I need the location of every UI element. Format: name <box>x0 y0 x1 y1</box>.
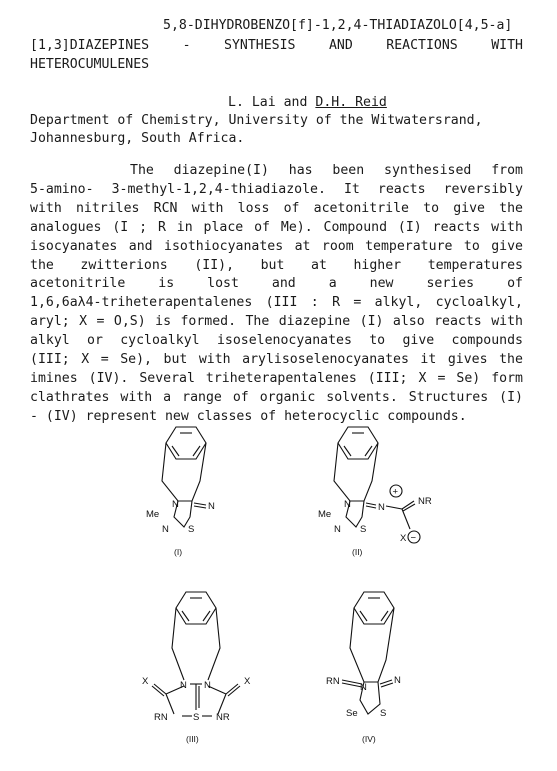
abstract-word: isoselenocyanates <box>216 333 352 349</box>
abstract-word: = <box>353 295 362 311</box>
title-word: [1,3]DIAZEPINES <box>30 38 150 53</box>
abstract-word: it <box>420 352 437 367</box>
benzene-ring <box>176 592 216 624</box>
abstract-word: has <box>288 163 313 178</box>
abstract-word: at <box>294 238 311 254</box>
abstract-line <box>30 276 523 291</box>
abstract-word: diazepine(I) <box>173 163 269 178</box>
abstract-word: give <box>453 200 485 216</box>
abstract-word: of <box>507 276 523 292</box>
title-word: - <box>182 38 191 53</box>
abstract-line <box>30 352 523 367</box>
authors <box>228 95 387 110</box>
author-2: D.H. Reid <box>315 95 387 110</box>
abstract-word: Compound <box>323 219 388 235</box>
abstract-word: formed. <box>180 314 237 330</box>
abstract-word: organic <box>259 389 316 405</box>
abstract-word: to <box>369 333 386 349</box>
rn-label: RN <box>154 712 168 723</box>
bond <box>402 509 410 529</box>
abstract-word: been <box>332 163 365 178</box>
abstract-word: cycloalkyl, <box>435 295 523 311</box>
abstract-word: analogues <box>30 219 102 235</box>
x-label: X <box>244 676 251 687</box>
abstract-word: reacts <box>434 314 482 330</box>
abstract-word: 5-amino- <box>30 181 94 197</box>
atom-s: S <box>360 524 367 535</box>
abstract-word: triheterapentalenes <box>205 370 357 386</box>
abstract-word: loss <box>237 200 270 216</box>
abstract-word: and <box>128 238 153 254</box>
abstract-word: (I) <box>359 314 384 330</box>
abstract-word: (I) <box>397 219 422 235</box>
atom-n: N <box>360 682 367 693</box>
abstract-word: of <box>254 219 270 235</box>
abstract-word: a <box>163 389 172 405</box>
abstract-word: = <box>100 352 109 367</box>
abstract-line <box>30 333 523 348</box>
title-word: REACTIONS <box>386 38 458 53</box>
abstract-word: is <box>155 314 172 330</box>
abstract-word: a <box>328 276 337 292</box>
abstract-word: of <box>283 200 300 216</box>
nr-label: NR <box>418 496 432 507</box>
abstract-word: with <box>120 389 153 405</box>
abstract-line <box>30 182 523 197</box>
abstract-word: compounds <box>451 333 523 349</box>
abstract-word: aryl; <box>30 314 70 330</box>
atom-n: N <box>180 680 187 691</box>
abstract-word: clathrates <box>30 389 110 405</box>
abstract-word: acetonitrile <box>313 200 409 216</box>
abstract-word: give <box>491 238 523 254</box>
abstract-word: (III <box>265 295 298 311</box>
abstract-line <box>30 258 523 273</box>
atom-s: S <box>188 524 195 535</box>
caption-iv: (IV) <box>362 734 376 744</box>
bond <box>166 694 174 714</box>
abstract-word: but <box>163 352 188 367</box>
title-line-2 <box>30 38 523 53</box>
abstract-word: (II), <box>194 257 235 273</box>
abstract-word: the <box>499 352 523 367</box>
abstract-word: and <box>271 276 296 292</box>
authors-and: and <box>283 95 308 110</box>
abstract-word: range <box>182 389 222 405</box>
abstract-word: to <box>463 238 480 254</box>
bond <box>218 694 226 714</box>
benzene-ring <box>166 427 206 459</box>
abstract-word: imines <box>30 370 78 386</box>
methyl-label: Me <box>146 509 160 520</box>
abstract-word: : <box>310 295 319 311</box>
structure-iii <box>140 590 270 750</box>
abstract-word: R <box>332 295 341 311</box>
abstract-word: (I <box>112 219 129 235</box>
abstract-word: room <box>321 238 354 254</box>
abstract-word: acetonitrile <box>30 276 126 292</box>
diazepine-ring <box>162 443 206 501</box>
atom-n: N <box>344 499 351 510</box>
plus-sign: + <box>392 486 399 498</box>
abstract-word: isocyanates <box>30 238 118 254</box>
abstract-word: series <box>426 276 475 292</box>
abstract-word: temperature <box>365 238 453 254</box>
abstract-word: X <box>79 314 88 330</box>
title-line-1: 5,8-DIHYDROBENZO[f]-1,2,4-THIADIAZOLO[4,5-a] <box>163 18 513 33</box>
abstract-word: form <box>491 370 523 386</box>
bond <box>366 503 376 505</box>
abstract-word: alkyl <box>30 333 70 349</box>
atom-n-plus: N <box>378 502 385 513</box>
abstract-word: ; <box>139 219 148 235</box>
atom-s: S <box>193 712 200 723</box>
abstract-word: higher <box>353 257 402 273</box>
atom-n: N <box>334 524 341 535</box>
title-word: AND <box>328 38 353 53</box>
abstract-word: = <box>96 314 105 330</box>
atom-n: N <box>162 524 169 535</box>
abstract-word: zwitterions <box>80 257 168 273</box>
abstract-word: temperatures <box>427 257 523 273</box>
bond <box>366 506 376 508</box>
abstract-word: O,S) <box>113 314 146 330</box>
abstract-word: reacts <box>432 219 481 235</box>
x-label: X <box>400 533 407 544</box>
title-word: SYNTHESIS <box>224 38 296 53</box>
x-label: X <box>142 676 149 687</box>
abstract-word: with <box>191 200 224 216</box>
abstract-word: with <box>491 314 523 330</box>
affiliation-line-1: Department of Chemistry, University of the Witwatersrand, <box>30 113 483 128</box>
abstract-word: 1,6,6aλ4-triheterapentalenes <box>30 295 253 311</box>
atom-n: N <box>394 675 401 686</box>
abstract-line <box>30 314 523 329</box>
atom-n: N <box>172 499 179 510</box>
caption-i: (I) <box>174 547 183 557</box>
bond <box>194 503 206 505</box>
abstract-line <box>30 201 523 216</box>
abstract-word: nitriles <box>75 200 140 216</box>
abstract-line <box>30 239 523 254</box>
diazepine-ring <box>334 443 378 501</box>
abstract-word: gives <box>447 352 488 367</box>
abstract-word: reversibly <box>443 181 523 197</box>
abstract-word: give <box>402 333 435 349</box>
structure-ii <box>312 425 452 563</box>
abstract-word: the <box>30 257 54 273</box>
abstract-word: R <box>157 219 166 235</box>
abstract-word: diazepine <box>278 314 351 330</box>
abstract-word: It <box>343 181 360 197</box>
abstract-word: also <box>392 314 425 330</box>
abstract-word: solvents. <box>326 389 398 405</box>
abstract-word: Se) <box>456 370 481 386</box>
atom-se: Se <box>346 708 358 719</box>
abstract-line <box>30 390 523 405</box>
title-line-3: HETEROCUMULENES <box>30 57 150 72</box>
minus-sign: − <box>410 532 417 544</box>
bond <box>386 506 402 509</box>
abstract-word: Structures <box>408 389 489 405</box>
abstract-line <box>30 371 523 386</box>
abstract-word: the <box>499 200 523 216</box>
nr-label: NR <box>216 712 230 723</box>
atom-s: S <box>380 708 387 719</box>
abstract-word: RCN <box>153 200 178 216</box>
abstract-word: with <box>198 352 231 367</box>
abstract-word: isothiocyanates <box>164 238 284 254</box>
bond <box>194 506 206 508</box>
abstract-word: reacts <box>377 181 426 197</box>
abstract-word: lost <box>207 276 239 292</box>
abstract-word: synthesised <box>384 163 472 178</box>
abstract-word: (III; <box>367 370 408 386</box>
abstract-word: in <box>176 219 193 235</box>
abstract-word: (III; <box>30 352 70 367</box>
abstract-line: - (IV) represent new classes of heterocyclic compounds. <box>30 408 467 424</box>
abstract-word: Several <box>139 370 195 386</box>
benzene-ring <box>354 592 394 624</box>
abstract-word: alkyl, <box>374 295 423 311</box>
abstract-word: place <box>203 219 244 235</box>
abstract-line <box>130 163 523 178</box>
rn-label: RN <box>326 676 340 687</box>
abstract-word: X <box>418 370 427 386</box>
caption-iii: (III) <box>186 734 199 744</box>
benzene-ring <box>338 427 378 459</box>
abstract-word: with <box>491 219 523 235</box>
title-word: WITH <box>491 38 523 53</box>
abstract-word: from <box>491 163 523 178</box>
abstract-word: with <box>30 200 62 216</box>
author-1: L. Lai <box>228 95 276 110</box>
methyl-label: Me <box>318 509 332 520</box>
structure-i <box>140 425 250 563</box>
abstract-word: The <box>130 163 154 178</box>
abstract-word: Se), <box>120 352 152 367</box>
abstract-word: Me). <box>280 219 313 235</box>
abstract-word: = <box>437 370 446 386</box>
abstract-word: 3-methyl-1,2,4-thiadiazole. <box>111 181 326 197</box>
abstract-line <box>30 295 523 310</box>
abstract-word: at <box>311 257 327 273</box>
atom-n: N <box>208 501 215 512</box>
abstract-word: (IV). <box>88 370 129 386</box>
abstract-word: but <box>260 257 285 273</box>
abstract-word: is <box>158 276 175 292</box>
abstract-word: to <box>423 200 440 216</box>
abstract-word: cycloalkyl <box>120 333 200 349</box>
abstract-word: or <box>87 333 103 349</box>
abstract-line <box>30 220 523 235</box>
abstract-word: (I) <box>499 389 523 405</box>
abstract-word: The <box>245 314 270 330</box>
atom-n: N <box>204 680 211 691</box>
caption-ii: (II) <box>352 547 363 557</box>
abstract-word: of <box>232 389 249 405</box>
abstract-word: arylisoselenocyanates <box>242 352 409 367</box>
abstract-word: X <box>81 352 90 367</box>
structure-iv <box>320 590 440 750</box>
abstract-word: new <box>369 276 394 292</box>
affiliation-line-2: Johannesburg, South Africa. <box>30 131 245 146</box>
